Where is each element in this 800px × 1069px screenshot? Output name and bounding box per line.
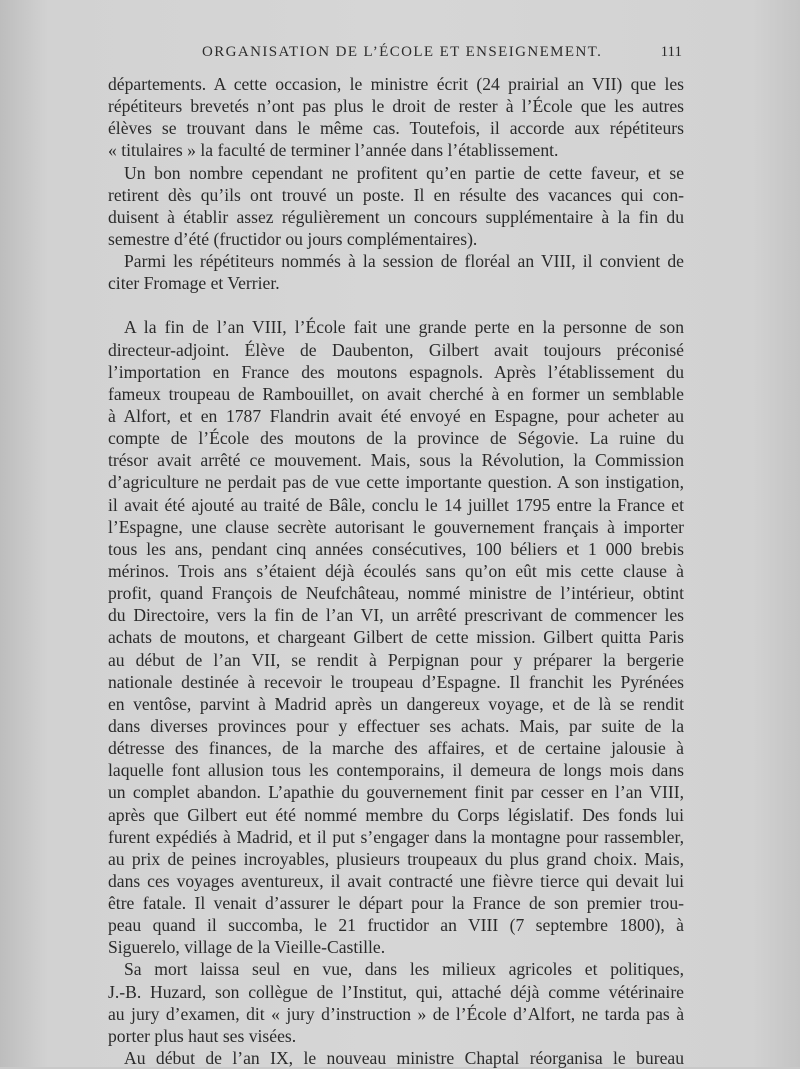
text-line: compte de l’École des moutons de la province de Ségovie. La ruine du [108,428,684,449]
text-line: J.-B. Huzard, son collègue de l’Institut, qui, attaché déjà comme vétérinaire [108,981,684,1002]
paragraph [108,316,684,958]
text-line: répétiteurs brevetés n’ont pas plus le droit de rester à l’École que les autres [108,96,684,117]
text-line: achats de moutons, et chargeant Gilbert de cette mission. Gilbert quitta Paris [108,627,684,648]
paragraph [108,250,684,294]
text-line: en ventôse, parvint à Madrid après un dangereux voyage, et de là se rendit [108,693,684,714]
text-line: détresse des finances, de la marche des affaires, et de certaine jalousie à [108,738,684,759]
text-line: au prix de peines incroyables, plusieurs troupeaux du plus grand choix. Mais, [108,848,684,869]
paragraph-gap [108,294,684,316]
text-line: du Directoire, vers la fin de l’an VI, un arrêté prescrivant de commencer les [108,605,684,626]
text-line: mérinos. Trois ans s’étaient déjà écoulés sans qu’on eût mis cette clause à [108,560,684,581]
text-line: l’importation en France des moutons espagnols. Après l’établissement du [108,361,684,382]
text-line: citer Fromage et Verrier. [108,273,280,294]
text-line: Parmi les répétiteurs nommés à la session de floréal an VIII, il convient de [124,251,684,272]
page-number: 111 [660,44,682,60]
text-line: duisent à établir assez régulièrement un concours supplémentaire à la fin du [108,206,684,227]
page-header [108,44,682,66]
text-line: au jury d’examen, dit « jury d’instruction » de l’École d’Alfort, ne tarda pas à [108,1003,684,1024]
text-line: A la fin de l’an VIII, l’École fait une grande perte en la personne de son [124,317,684,338]
text-line: d’agriculture ne perdait pas de vue cette importante question. A son instigation, [108,472,684,493]
text-line: semestre d’été (fructidor ou jours complémentaires). [108,228,478,249]
paragraph [108,958,684,1047]
text-line: un complet abandon. L’apathie du gouvernement finit par cesser en l’an VIII, [108,782,684,803]
text-line: peau quand il succomba, le 21 fructidor an VIII (7 septembre 1800), à [108,915,684,936]
text-line: fameux troupeau de Rambouillet, on avait cherché à en former un semblable [108,383,684,404]
text-line: profit, quand François de Neufchâteau, nommé ministre de l’intérieur, obtint [108,583,684,604]
text-line: nationale destinée à recevoir le troupeau d’Espagne. Il franchit les Pyrénées [108,671,684,692]
text-line: « titulaires » la faculté de terminer l’année dans l’établissement. [108,140,559,161]
text-line: tous les ans, pendant cinq années consécutives, 100 béliers et 1 000 brebis [108,538,684,559]
text-line: départements. A cette occasion, le ministre écrit (24 prairial an VII) que les [108,74,684,94]
text-line: élèves se trouvant dans le même cas. Toutefois, il accorde aux répétiteurs [108,118,684,139]
text-line: Sa mort laissa seul en vue, dans les milieux agricoles et politiques, [124,959,684,980]
text-line: dans ces voyages aventureux, il avait contracté une fièvre tierce qui devait lui [108,870,684,891]
paragraph [108,73,684,162]
text-line: porter plus haut ses visées. [108,1025,297,1046]
text-line: Au début de l’an IX, le nouveau ministre Chaptal réorganisa le bureau [124,1048,684,1069]
text-line: Siguerelo, village de la Vieille-Castille. [108,937,386,958]
text-line: l’Espagne, une clause secrète autorisant le gouvernement français à importer [108,516,684,537]
paragraph [108,1047,684,1069]
body-text [108,73,684,1069]
text-line: furent expédiés à Madrid, et il put s’engager dans la montagne pour rassembler, [108,826,684,847]
text-line: il avait été ajouté au traité de Bâle, conclu le 14 juillet 1795 entre la France et [108,494,684,515]
text-line: retirent dès qu’ils ont trouvé un poste. Il en résulte des vacances qui con- [108,184,684,205]
paragraph [108,162,684,251]
text-line: au début de l’an VII, se rendit à Perpignan pour y préparer la bergerie [108,649,684,670]
text-line: être fatale. Il venait d’assurer le départ pour la France de son premier trou- [108,893,684,914]
text-line: après que Gilbert eut été nommé membre du Corps législatif. Des fonds lui [108,804,684,825]
text-line: directeur-adjoint. Élève de Daubenton, Gilbert avait toujours préconisé [108,339,684,360]
text-line: à Alfort, et en 1787 Flandrin avait été envoyé en Espagne, pour acheter au [108,405,684,426]
text-line: trésor avait arrêté ce mouvement. Mais, sous la Révolution, la Commission [108,450,684,471]
text-line: laquelle font allusion tous les contemporains, il demeura de longs mois dans [108,760,684,781]
text-line: Un bon nombre cependant ne profitent qu’en partie de cette faveur, et se [124,162,684,183]
text-line: dans diverses provinces pour y effectuer ses achats. Mais, par suite de la [108,715,684,736]
running-title: ORGANISATION DE L’ÉCOLE ET ENSEIGNEMENT. [202,44,603,60]
